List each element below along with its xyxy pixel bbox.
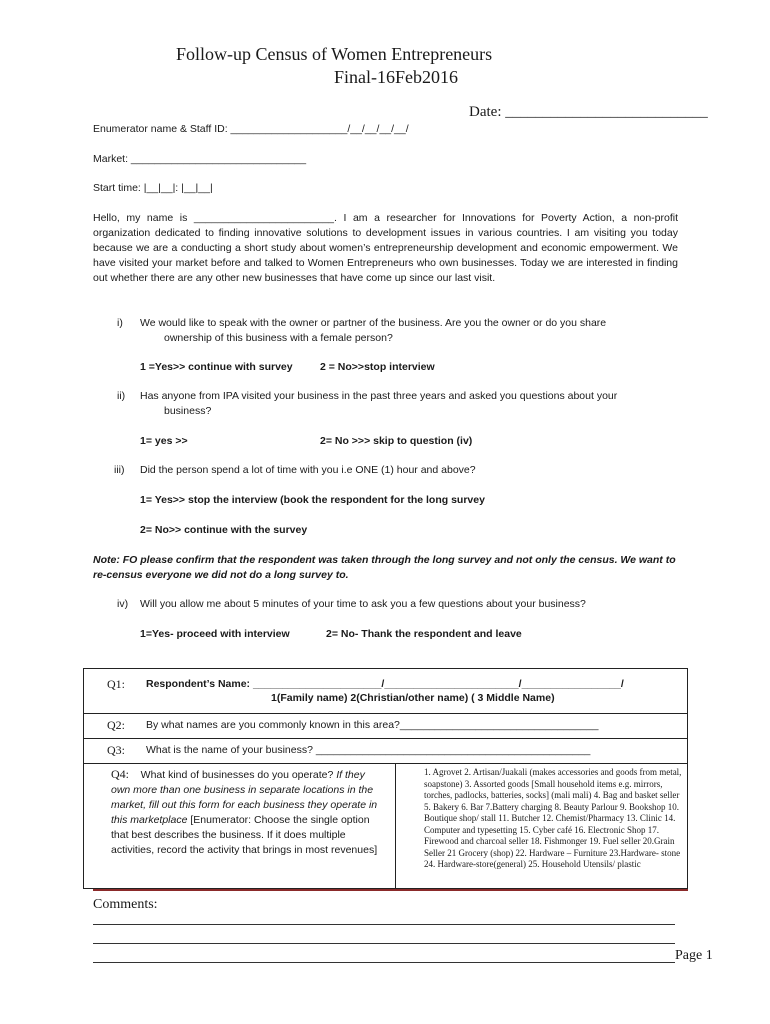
comment-line-1[interactable]: [93, 924, 675, 925]
question-ii-option-yes[interactable]: 1= yes >>: [140, 435, 188, 447]
enumerator-field[interactable]: Enumerator name & Staff ID: ____________________/__/__/__/__/: [93, 123, 409, 135]
comment-line-3[interactable]: [93, 962, 675, 963]
q3-text[interactable]: What is the name of your business? _______________________________________________: [146, 744, 591, 756]
question-iv-option-yes[interactable]: 1=Yes- proceed with interview: [140, 628, 290, 640]
intro-paragraph: Hello, my name is ________________________. I am a researcher for Innovations for Poverty Action, a non-profit organization dedicated to finding innovative solutions to development issues in various countries. I am visiting you today because we are a conducting a short study about women’s entrepreneurship development and economic empowerment. We have visited your market before and talked to Women Entrepreneurs who own businesses. Today we are interested in finding out whether there are any other new businesses that have come up since our last visit.: [93, 212, 678, 284]
question-ii-number: ii): [117, 390, 126, 402]
question-i-text-cont: ownership of this business with a female person?: [164, 332, 393, 344]
question-i-option-no[interactable]: 2 = No>>stop interview: [320, 361, 435, 373]
q4-number: Q4:: [111, 767, 129, 781]
question-i-number: i): [117, 317, 123, 329]
comments-label: Comments:: [93, 897, 158, 912]
question-iii-option-no[interactable]: 2= No>> continue with the survey: [140, 524, 308, 536]
question-iii-option-yes[interactable]: 1= Yes>> stop the interview (book the respondent for the long survey: [140, 494, 485, 506]
date-field[interactable]: Date: ___________________________: [469, 104, 708, 120]
q4-question-block: [111, 767, 381, 858]
form-version: Final-16Feb2016: [334, 67, 458, 87]
q3-number: Q3:: [107, 743, 125, 757]
q2-number: Q2:: [107, 718, 125, 732]
market-field[interactable]: Market: ______________________________: [93, 153, 307, 165]
question-ii-option-no[interactable]: 2= No >>> skip to question (iv): [320, 435, 473, 447]
question-ii-text: Has anyone from IPA visited your business in the past three years and asked you questions about your: [140, 390, 618, 402]
fo-note: Note: FO please confirm that the respondent was taken through the long survey and not only the census. We want to re-census everyone we did not do a long survey to.: [93, 554, 676, 581]
q2-text[interactable]: By what names are you commonly known in this area?__________________________________: [146, 719, 599, 731]
q1-text[interactable]: Respondent’s Name: ______________________/_______________________/_________________/: [146, 678, 624, 690]
q4-divider: [395, 763, 396, 889]
question-iii-number: iii): [114, 464, 125, 476]
q4-business-options[interactable]: 1. Agrovet 2. Artisan/Juakali (makes accessories and goods from metal, soapstone) 3. Assorted goods [Small household items e.g. mirrors, torches, padlocks, batteries, socks] (mali mali) 4. Bag and basket seller 5. Bakery 6. Bar 7.Battery charging 8. Beauty Parlour 9. Bookshop 10. Boutique shop/ stall 11. Butcher 12. Chemist/Pharmacy 13. Clinic 14. Computer and typesetting 15. Cyber café 16. Electronic Shop 17. Firewood and charcoal seller 18. Fishmonger 19. Fuel seller 20.Grain Seller 21 Grocery (shop) 22. Hardware – Furniture 23.Hardware- stone 24. Hardware-store(general) 25. Household Utensils/ plastic: [424, 767, 682, 869]
q1-number: Q1:: [107, 677, 125, 691]
question-iv-option-no[interactable]: 2= No- Thank the respondent and leave: [326, 628, 522, 640]
form-title: Follow-up Census of Women Entrepreneurs: [176, 44, 493, 64]
question-iii-text: Did the person spend a lot of time with you i.e ONE (1) hour and above?: [140, 464, 476, 476]
q4-instruction: [Enumerator: Choose the single option that best describes the business. If it does multiple activities, record the activity that brings in most revenues]: [111, 814, 378, 856]
page-number: Page 1: [675, 948, 713, 963]
q4-italic-note: If they own more than one business in separate locations in the market, fill out this form for each business they operate in this marketplace: [111, 769, 378, 826]
question-i-text: We would like to speak with the owner or partner of the business. Are you the owner or do you share: [140, 317, 607, 329]
table-bottom-border: [93, 889, 688, 891]
start-time-field[interactable]: Start time: |__|__|: |__|__|: [93, 182, 213, 194]
question-iv-number: iv): [117, 598, 129, 610]
q1-subtext: 1(Family name) 2(Christian/other name) ( 3 Middle Name): [271, 692, 555, 704]
q4-text: What kind of businesses do you operate?: [140, 769, 334, 781]
question-i-option-yes[interactable]: 1 =Yes>> continue with survey: [140, 361, 293, 373]
question-iv-text: Will you allow me about 5 minutes of your time to ask you a few questions about your business?: [140, 598, 586, 610]
question-ii-text-cont: business?: [164, 405, 212, 417]
comment-line-2[interactable]: [93, 943, 675, 944]
